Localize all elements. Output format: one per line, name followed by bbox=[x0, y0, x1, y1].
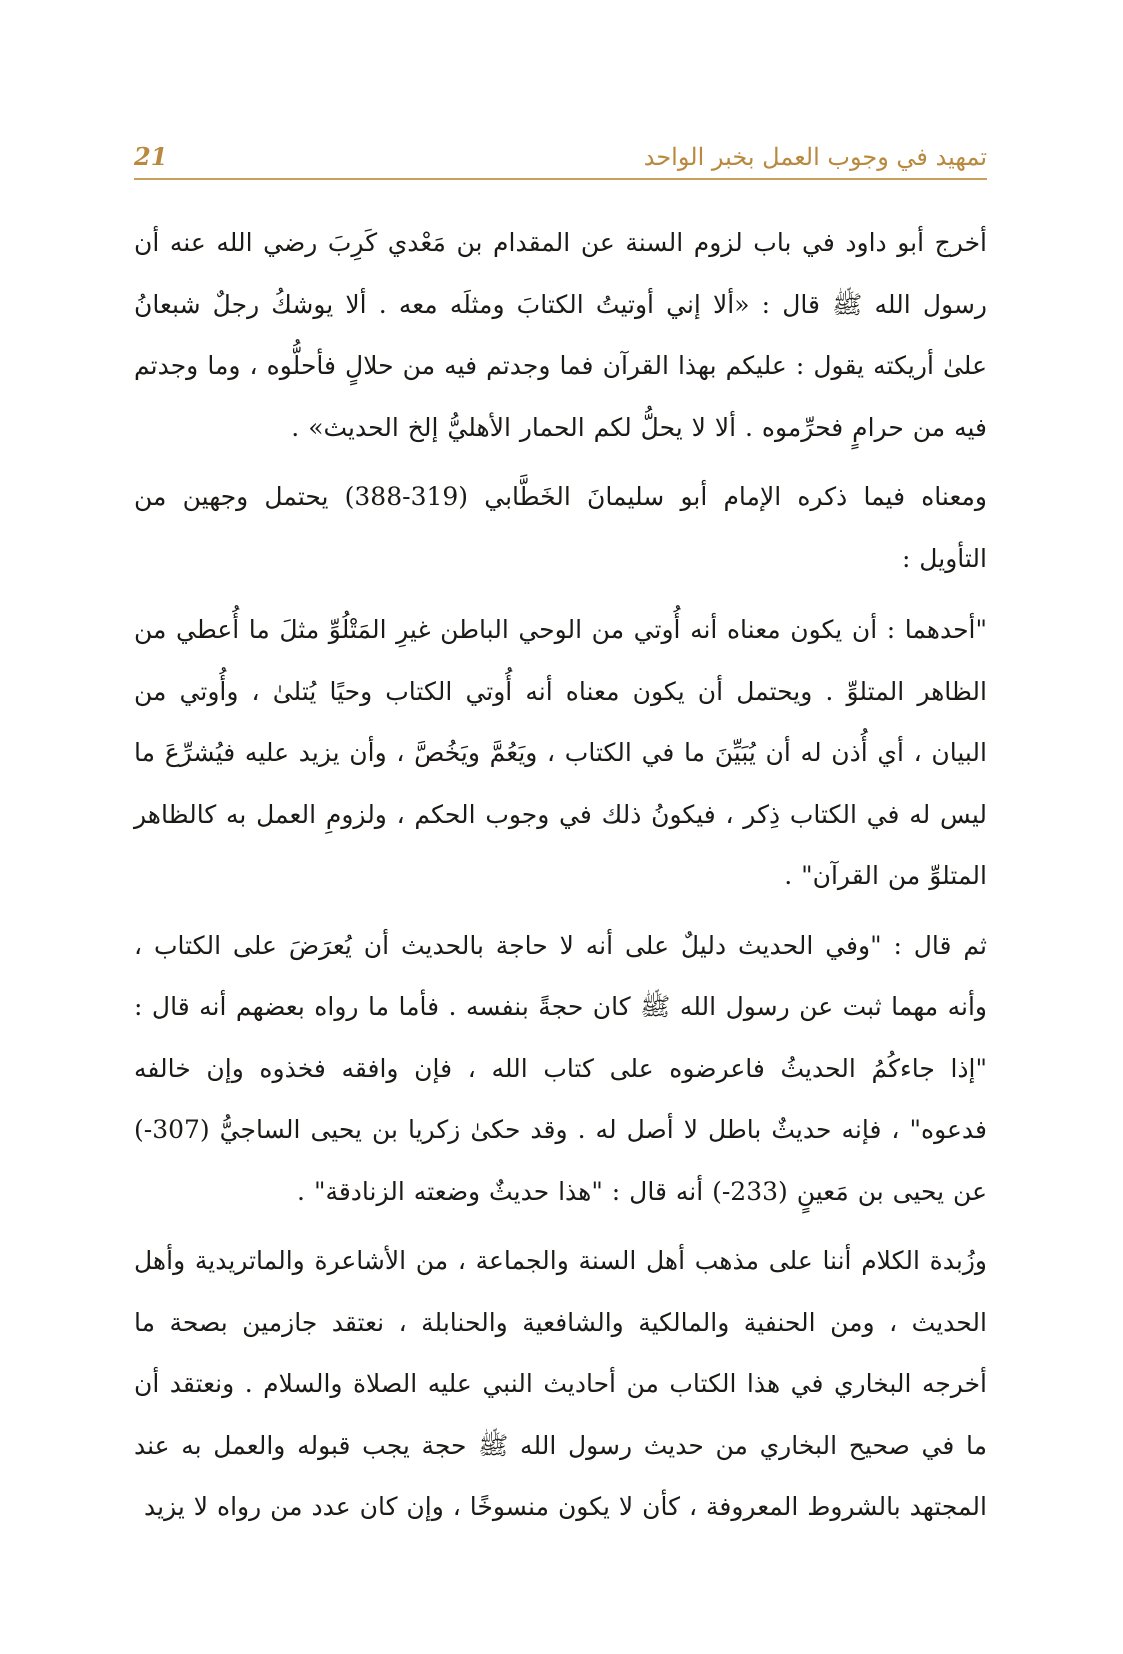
page-body bbox=[134, 212, 987, 1546]
paragraph-khattabi-intro: ومعناه فيما ذكره الإمام أبو سليمانَ الخَطَّابي (319-388) يحتمل وجهين من التأويل : bbox=[134, 482, 987, 573]
page-number: 21 bbox=[134, 142, 168, 171]
paragraph-khattabi-continued: ثم قال : "وفي الحديث دليلٌ على أنه لا حاجة بالحديث أن يُعرَضَ على الكتاب ، وأنه مهما ثبت عن رسول الله ﷺ كان حجةً بنفسه . فأما ما رواه بعضهم أنه قال : "إذا جاءكُمُ الحديثُ فاعرضوه على كتاب الله ، فإن وافقه فخذوه وإن خالفه فدعوه" ، فإنه حديثٌ باطل لا أصل له . وقد حكىٰ زكريا بن يحيى الساجيُّ (307-) عن يحيى بن مَعينٍ (233-) أنه قال : "هذا حديثٌ وضعته الزنادقة" . bbox=[134, 930, 987, 1206]
paragraph-hadith-abu-dawud: أخرج أبو داود في باب لزوم السنة عن المقدام بن مَعْدي كَرِبَ رضي الله عنه أن رسول الله ﷺ قال : «ألا إني أوتيتُ الكتابَ ومثلَه معه . ألا يوشكُ رجلٌ شبعانُ علىٰ أريكته يقول : عليكم بهذا القرآن فما وجدتم فيه من حلالٍ فأحلُّوه ، وما وجدتم فيه من حرامٍ فحرِّموه . ألا لا يحلُّ لكم الحمار الأهليُّ إلخ الحديث» . bbox=[134, 228, 988, 442]
paragraph-first-interpretation: "أحدهما : أن يكون معناه أنه أُوتي من الوحي الباطن غيرِ المَتْلُوِّ مثلَ ما أُعطي من الظاهر المتلوِّ . ويحتمل أن يكون معناه أنه أُوتي الكتاب وحيًا يُتلىٰ ، وأُوتي من البيان ، أي أُذن له أن يُبَيِّنَ ما في الكتاب ، ويَعُمَّ ويَخُصَّ ، وأن يزيد عليه فيُشرِّعَ ما ليس له في الكتاب ذِكر ، فيكونُ ذلك في وجوب الحكم ، ولزومِ العمل به كالظاهر المتلوِّ من القرآن" . bbox=[134, 615, 987, 890]
paragraph-conclusion: وزُبدة الكلام أننا على مذهب أهل السنة والجماعة ، من الأشاعرة والماتريدية وأهل الحديث ، ومن الحنفية والمالكية والشافعية والحنابلة ، نعتقد جازمين بصحة ما أخرجه البخاري في هذا الكتاب من أحاديث النبي عليه الصلاة والسلام . ونعتقد أن ما في صحيح البخاري من حديث رسول الله ﷺ حجة يجب قبوله والعمل به عند المجتهد بالشروط المعروفة ، كأن لا يكون منسوخًا ، وإن كان عدد من رواه لا يزيد bbox=[134, 1246, 987, 1521]
running-title: تمهيد في وجوب العمل بخبر الواحد bbox=[643, 143, 987, 171]
page-header bbox=[134, 136, 987, 180]
